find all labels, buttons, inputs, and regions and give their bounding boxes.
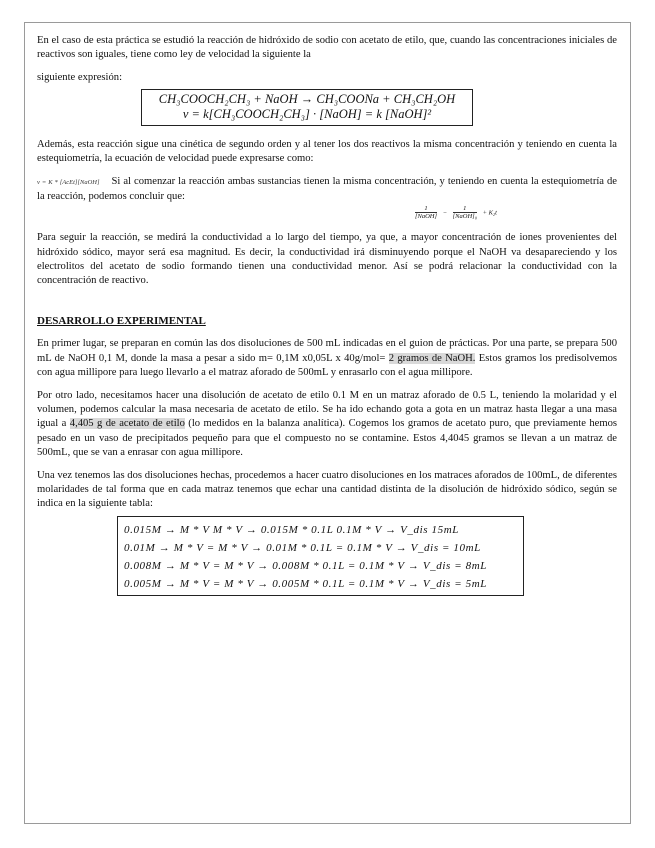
kinetics-paragraph: Además, esta reacción sigue una cinética de segundo orden y al tener los dos reactivos la misma concentración y teniendo en cuenta la estequiometría, la ecuación de velocidad puede expresarse como: <box>37 138 617 164</box>
fraction-1: $\frac{1}{\text{[NaOH]}}$ <box>414 205 438 221</box>
naoh-preparation-paragraph: En primer lugar, se preparan en común las dos disoluciones de 500 mL indicadas en el guion de prácticas. Por una parte, se prepara 500 mL de NaOH 0,1 M, donde la masa a pesar a sido m= 0,1M x0,05L x 40g/mol= 2 gramos de NaOH. Estos gramos los predisolvemos con agua millipore para luego llevarlo a el matraz aforado de 500mL y enrasarlo con el agua millipore. <box>37 338 618 378</box>
dilution-row: 0.005M → M * V = M * V → 0.005M * 0.1L = 0.1M * V → V_dis = 5mL <box>124 577 487 590</box>
intro-paragraph: En el caso de esta práctica se estudió la reacción de hidróxido de sodio con acetato de etilo, que, cuando las concentraciones iniciales de reactivos son iguales, tiene como ley de velocidad la siguiente la <box>37 35 617 61</box>
acetate-preparation-paragraph: Por otro lado, necesitamos hacer una disolución de acetato de etilo 0.1 M en un matraz aforado de 0.5 L, teniendo la molaridad y el volumen, podemos calcular la masa necesaria de acetato de etilo. Se ha ido echando gota a gota en un matraz hasta llegar a una masa igual a 4,405 g de acetato de etilo (lo medidos en la balanza analítica). Cogemos los gramos de acetato puro, que previamente hemos pesado en un vaso de precipitados pequeño para que el compuesto no se contamine. Estos 4,4045 gramos se llevan a un matraz de 500mL, que se van a enrasar con agua millipore. <box>37 390 617 458</box>
dilution-row: 0.015M → M * V M * V → 0.015M * 0.1L 0.1M * V → V_dis 15mL <box>124 523 459 536</box>
dilution-row: 0.01M → M * V = M * V → 0.01M * 0.1L = 0.1M * V → V_dis = 10mL <box>124 541 481 554</box>
dilution-paragraph: Una vez tenemos las dos disoluciones hechas, procedemos a hacer cuatro disoluciones en los matraces aforados de 100mL, de diferentes molaridades de tal forma que en cada matraz tenemos que echar una cantidad distinta de la disolución de hidróxido sódico, según se indica en la siguiente tabla: <box>37 470 617 510</box>
intro-paragraph-continued: siguiente expresión: <box>37 72 123 84</box>
dilution-row: 0.008M → M * V = M * V → 0.008M * 0.1L = 0.1M * V → V_dis = 8mL <box>124 559 487 572</box>
fraction-tail: + K₂t <box>482 209 497 217</box>
reaction-equation: CH₃COOCH₂CH₃ + NaOH → CH₃COONa + CH₃CH₂OH <box>158 91 456 106</box>
kinetics-paragraph-2 <box>37 175 617 204</box>
integrated-rate-law: $\frac{1}{\text{[NaOH]}}$ − $\frac{1}{\text{[NaOH]₀}}$ + K₂t <box>414 205 497 221</box>
rate-law-equation: v = k[CH₃COOCH₂CH₃] · [NaOH] = k [NaOH]² <box>182 106 432 121</box>
reaction-equation-box <box>141 89 473 126</box>
highlight-acetate-mass: 4,405 g de acetato de etilo <box>69 418 185 430</box>
section-heading: DESARROLLO EXPERIMENTAL <box>37 315 206 328</box>
fraction-2: $\frac{1}{\text{[NaOH]₀}}$ <box>452 205 477 221</box>
dilution-table <box>117 516 524 596</box>
conductivity-paragraph: Para seguir la reacción, se medirá la conductividad a lo largo del tiempo, ya que, a mayor concentración de iones provenientes del hidróxido sódico, mayor será esa magnitud. Es decir, la conductividad irá disminuyendo porque el NaOH va desapareciendo y los electrolitos del acetato de sodio formando tienen una conductividad menor. Así se podrá relacionar la conductividad con la concentración de reactivo. <box>37 232 617 287</box>
rate-expression: v = K * [AcEt][NaOH] <box>37 179 100 187</box>
highlight-naoh-mass: 2 gramos de NaOH. <box>388 352 476 364</box>
document-body <box>37 34 617 596</box>
kinetics-paragraph-text: Si al comenzar la reacción ambas sustancias tienen la misma concentración, y teniendo en cuenta la estequiometría de la reacción, podemos concluir que: <box>37 176 617 203</box>
